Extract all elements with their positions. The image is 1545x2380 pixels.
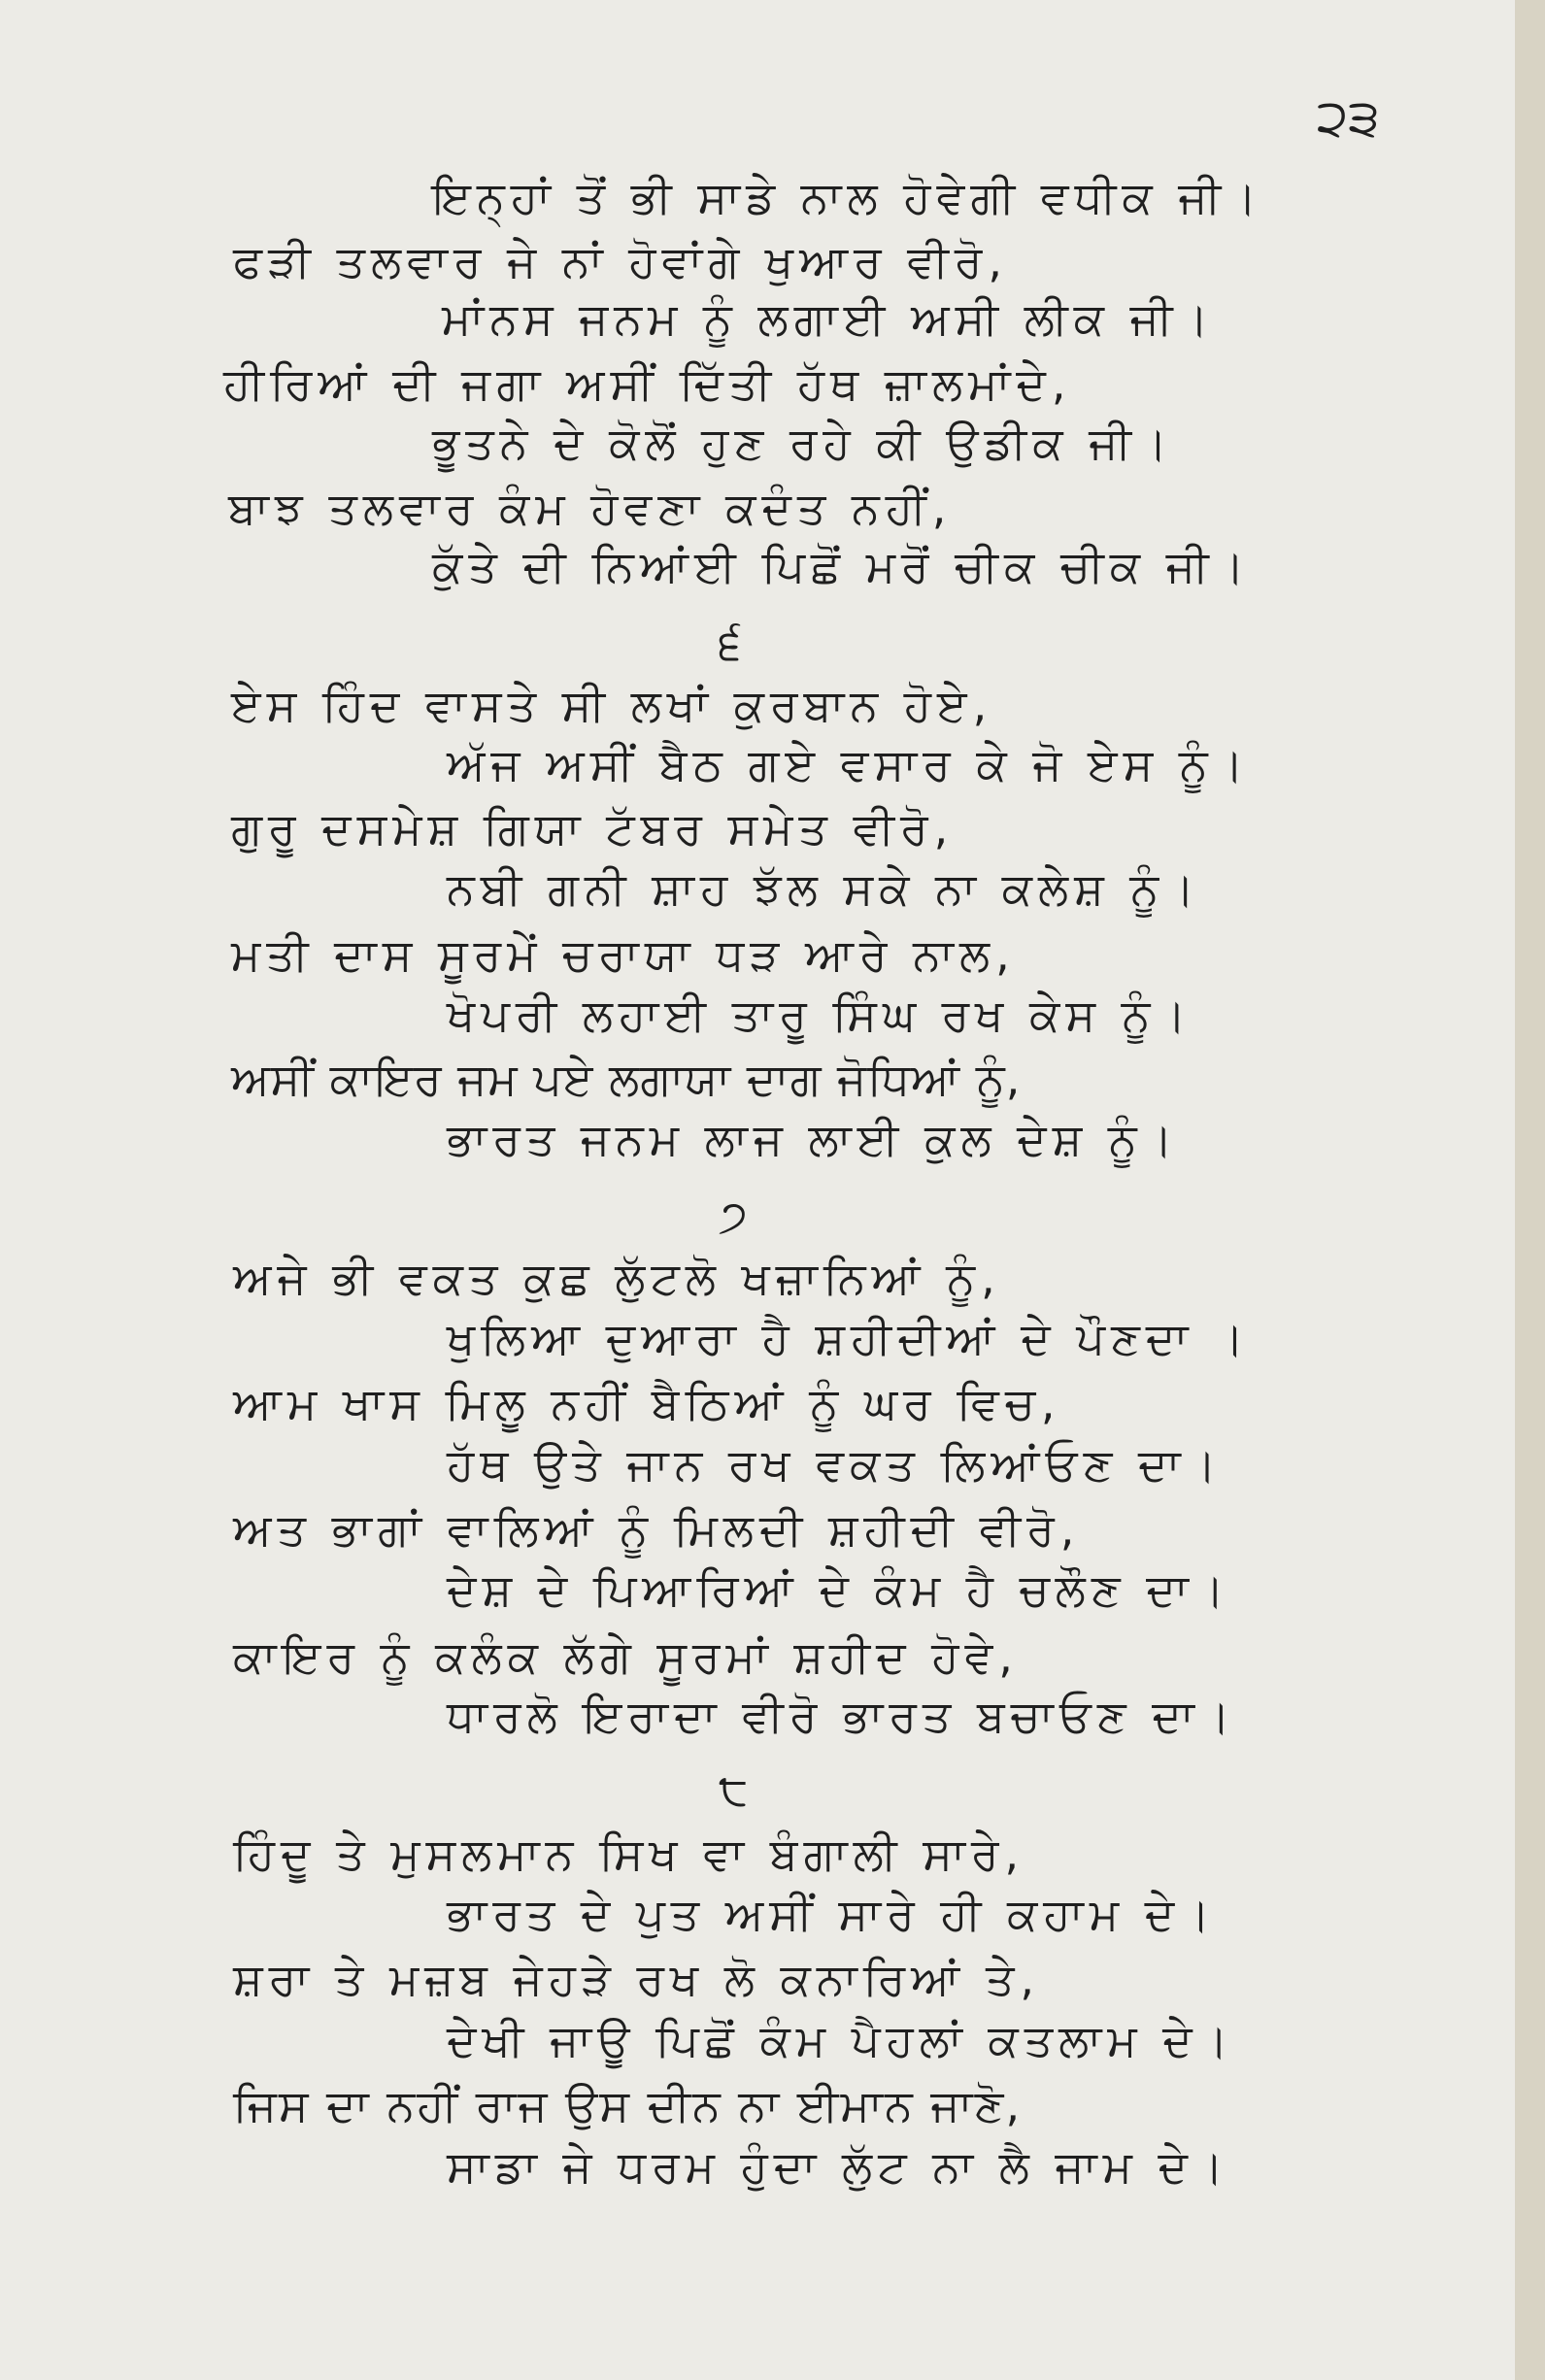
verse-line: ਜਿਸ ਦਾ ਨਹੀਂ ਰਾਜ ਉਸ ਦੀਨ ਨਾ ਈਮਾਨ ਜਾਣੋ, bbox=[233, 2079, 1023, 2131]
verse-line: ਭਾਰਤ ਦੇ ਪੁਤ ਅਸੀਂ ਸਾਰੇ ਹੀ ਕਹਾਮ ਦੇ। bbox=[447, 1888, 1217, 1940]
verse-line: ਫੜੀ ਤਲਵਾਰ ਜੇ ਨਾਂ ਹੋਵਾਂਗੇ ਖੁਆਰ ਵੀਰੋ, bbox=[233, 235, 1009, 287]
verse-line: ਮਾਂਨਸ ਜਨਮ ਨੂੰ ਲਗਾਈ ਅਸੀ ਲੀਕ ਜੀ। bbox=[442, 292, 1215, 345]
verse-line: ਭੂਤਨੇ ਦੇ ਕੋਲੋਂ ਹੁਣ ਰਹੇ ਕੀ ਉਡੀਕ ਜੀ। bbox=[432, 417, 1174, 469]
verse-line: ਸਾਡਾ ਜੇ ਧਰਮ ਹੁੰਦਾ ਲੁੱਟ ਨਾ ਲੈ ਜਾਮ ਦੇ। bbox=[447, 2140, 1229, 2193]
page-edge bbox=[1515, 0, 1545, 2380]
stanza-number: ੮ bbox=[719, 1762, 749, 1815]
verse-line: ਕਾਇਰ ਨੂੰ ਕਲੰਕ ਲੱਗੇ ਸੂਰਮਾਂ ਸ਼ਹੀਦ ਹੋਵੇ, bbox=[233, 1630, 1019, 1683]
verse-line: ਦੇਖੀ ਜਾਊ ਪਿਛੋਂ ਕੰਮ ਪੈਹਲਾਂ ਕਤਲਾਮ ਦੇ। bbox=[447, 2014, 1234, 2066]
verse-line: ਭਾਰਤ ਜਨਮ ਲਾਜ ਲਾਈ ਕੁਲ ਦੇਸ਼ ਨੂੰ। bbox=[447, 1113, 1179, 1165]
verse-line: ਹੱਥ ਉਤੇ ਜਾਨ ਰਖ ਵਕਤ ਲਿਆਂਓਣ ਦਾ। bbox=[447, 1438, 1223, 1491]
verse-line: ਖੁਲਿਆ ਦੁਆਰਾ ਹੈ ਸ਼ਹੀਦੀਆਂ ਦੇ ਪੌਣਦਾ । bbox=[447, 1312, 1251, 1364]
verse-line: ਇਨ੍ਹਾਂ ਤੋਂ ਭੀ ਸਾਡੇ ਨਾਲ ਹੋਵੇਗੀ ਵਧੀਕ ਜੀ। bbox=[432, 171, 1263, 223]
stanza-number: ੬ bbox=[719, 617, 742, 669]
verse-line: ਸ਼ਰਾ ਤੇ ਮਜ਼ਬ ਜੇਹੜੇ ਰਖ ਲੋ ਕਨਾਰਿਆਂ ਤੇ, bbox=[233, 1953, 1041, 2005]
verse-line: ਅਸੀਂ ਕਾਇਰ ਜਮ ਪਏ ਲਗਾਯਾ ਦਾਗ ਜੋਧਿਆਂ ਨੂੰ, bbox=[231, 1053, 1022, 1105]
verse-line: ਧਾਰਲੋ ਇਰਾਦਾ ਵੀਰੋ ਭਾਰਤ ਬਚਾਓਣ ਦਾ। bbox=[447, 1690, 1236, 1742]
verse-line: ਅੱਜ ਅਸੀਂ ਬੈਠ ਗਏ ਵਸਾਰ ਕੇ ਜੋ ਏਸ ਨੂੰ। bbox=[447, 738, 1250, 790]
verse-line: ਖੋਪਰੀ ਲਹਾਈ ਤਾਰੂ ਸਿੰਘ ਰਖ ਕੇਸ ਨੂੰ। bbox=[447, 989, 1192, 1041]
verse-line: ਹਿੰਦੂ ਤੇ ਮੁਸਲਮਾਨ ਸਿਖ ਵਾ ਬੰਗਾਲੀ ਸਾਰੇ, bbox=[233, 1827, 1025, 1880]
verse-line: ਅਜੇ ਭੀ ਵਕਤ ਕੁਛ ਲੁੱਟਲੋ ਖਜ਼ਾਨਿਆਂ ਨੂੰ, bbox=[233, 1252, 1001, 1304]
verse-line: ਏਸ ਹਿੰਦ ਵਾਸਤੇ ਸੀ ਲਖਾਂ ਕੁਰਬਾਨ ਹੋਏ, bbox=[231, 679, 993, 731]
verse-line: ਗੁਰੂ ਦਸਮੇਸ਼ ਗਿਯਾ ਟੱਬਰ ਸਮੇਤ ਵੀਰੋ, bbox=[231, 802, 955, 855]
verse-line: ਨਬੀ ਗਨੀ ਸ਼ਾਹ ਝੱਲ ਸਕੇ ਨਾ ਕਲੇਸ਼ ਨੂੰ। bbox=[447, 862, 1201, 915]
page-number: ੨੩ bbox=[1317, 89, 1380, 148]
verse-line: ਮਤੀ ਦਾਸ ਸੂਰਮੇਂ ਚਰਾਯਾ ਧੜ ਆਰੇ ਨਾਲ, bbox=[231, 928, 1016, 981]
verse-line: ਦੇਸ਼ ਦੇ ਪਿਆਰਿਆਂ ਦੇ ਕੰਮ ਹੈ ਚਲੌਣ ਦਾ। bbox=[447, 1563, 1230, 1616]
verse-line: ਹੀਰਿਆਂ ਦੀ ਜਗਾ ਅਸੀਂ ਦਿੱਤੀ ਹੱਥ ਜ਼ਾਲਮਾਂਦੇ, bbox=[223, 357, 1072, 410]
verse-line: ਕੁੱਤੇ ਦੀ ਨਿਆਂਈ ਪਿਛੋਂ ਮਰੋਂ ਚੀਕ ਚੀਕ ਜੀ। bbox=[432, 540, 1251, 592]
verse-line: ਬਾਝ ਤਲਵਾਰ ਕੰਮ ਹੋਵਣਾ ਕਦੰਤ ਨਹੀਂ, bbox=[228, 482, 953, 534]
verse-line: ਅਤ ਭਾਗਾਂ ਵਾਲਿਆਂ ਨੂੰ ਮਿਲਦੀ ਸ਼ਹੀਦੀ ਵੀਰੋ, bbox=[233, 1503, 1081, 1556]
verse-line: ਆਮ ਖਾਸ ਮਿਲੂ ਨਹੀਂ ਬੈਠਿਆਂ ਨੂੰ ਘਰ ਵਿਚ, bbox=[233, 1377, 1061, 1429]
stanza-number: ੭ bbox=[719, 1190, 748, 1242]
